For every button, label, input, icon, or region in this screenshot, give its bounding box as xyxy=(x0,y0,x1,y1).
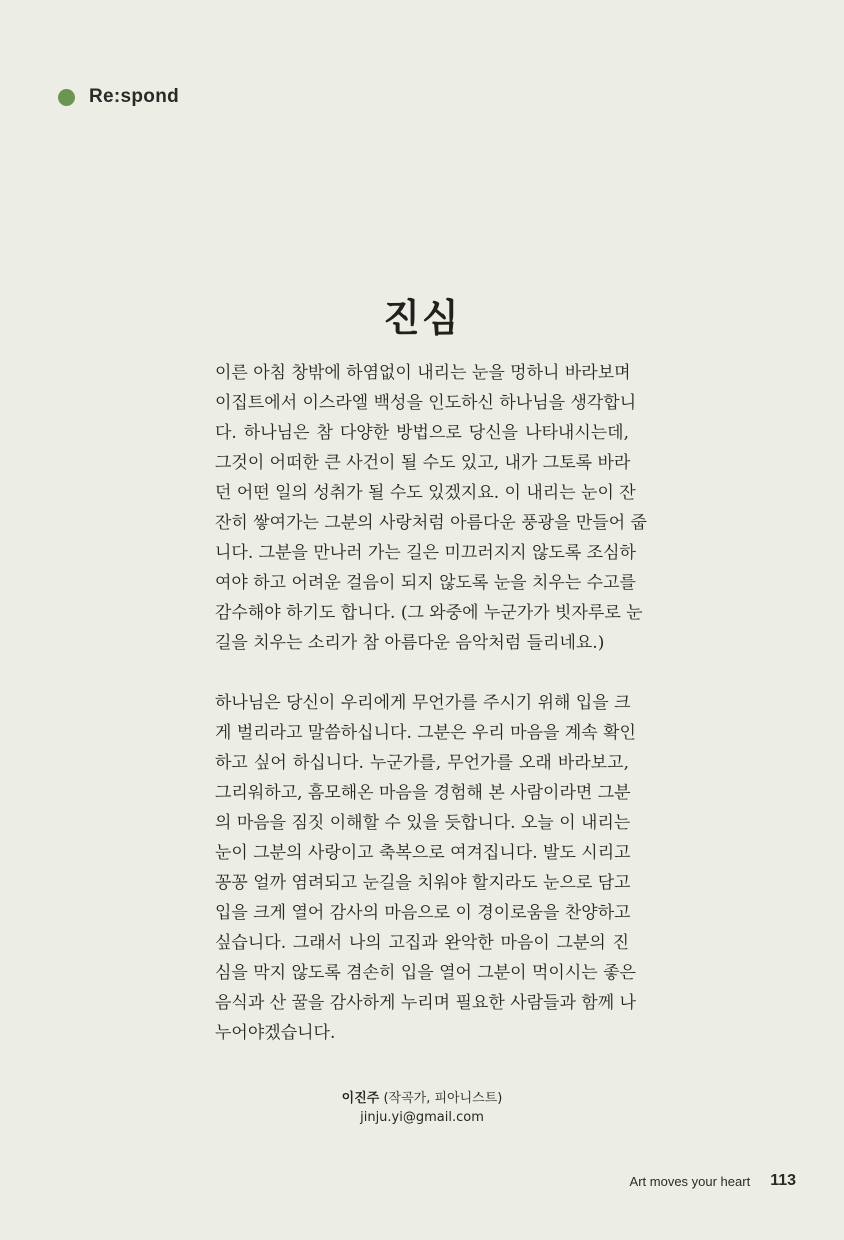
article-title: 진심 xyxy=(383,296,461,341)
paragraph-line: 하나님은 당신이 우리에게 무언가를 주시기 위해 입을 크 xyxy=(215,693,631,713)
paragraph-line: 그리워하고, 흠모해온 마음을 경험해 본 사람이라면 그분 xyxy=(215,783,631,803)
paragraph-line: 하고 싶어 하십니다. 누군가를, 무언가를 오래 바라보고, xyxy=(215,753,629,773)
article-paragraph-1 xyxy=(215,358,647,658)
paragraph-line: 감수해야 하기도 합니다. (그 와중에 누군가가 빗자루로 눈 xyxy=(215,603,643,623)
paragraph-line: 니다. 그분을 만나러 가는 길은 미끄러지지 않도록 조심하 xyxy=(215,543,636,563)
author-line xyxy=(0,1089,844,1108)
paragraph-line: 눈이 그분의 사랑이고 축복으로 여겨집니다. 발도 시리고 xyxy=(215,843,631,863)
paragraph-line: 누어야겠습니다. xyxy=(215,1023,336,1043)
paragraph-line: 여야 하고 어려운 걸음이 되지 않도록 눈을 치우는 수고를 xyxy=(215,573,636,593)
paragraph-line: 게 벌리라고 말씀하십니다. 그분은 우리 마음을 계속 확인 xyxy=(215,723,636,743)
paragraph-line: 다. 하나님은 참 다양한 방법으로 당신을 나타내시는데, xyxy=(215,423,629,443)
paragraph-line: 이른 아침 창밖에 하염없이 내리는 눈을 멍하니 바라보며 xyxy=(215,363,631,383)
article-paragraph-2 xyxy=(215,688,636,1048)
paragraph-line: 꽁꽁 얼까 염려되고 눈길을 치워야 할지라도 눈으로 담고 xyxy=(215,873,631,893)
paragraph-line: 잔히 쌓여가는 그분의 사랑처럼 아름다운 풍광을 만들어 줍 xyxy=(215,513,647,533)
paragraph-line: 의 마음을 짐짓 이해할 수 있을 듯합니다. 오늘 이 내리는 xyxy=(215,813,631,833)
paragraph-line: 입을 크게 열어 감사의 마음으로 이 경이로움을 찬양하고 xyxy=(215,903,631,923)
paragraph-line: 음식과 산 꿀을 감사하게 누리며 필요한 사람들과 함께 나 xyxy=(215,993,636,1013)
author-role: (작곡가, 피아니스트) xyxy=(383,1091,503,1106)
footer-tagline: Art moves your heart xyxy=(629,1173,751,1189)
paragraph-line: 던 어떤 일의 성취가 될 수도 있겠지요. 이 내리는 눈이 잔 xyxy=(215,483,636,503)
author-name: 이진주 xyxy=(341,1091,380,1106)
paragraph-line: 싶습니다. 그래서 나의 고집과 완악한 마음이 그분의 진 xyxy=(215,933,629,953)
paragraph-line: 그것이 어떠한 큰 사건이 될 수도 있고, 내가 그토록 바라 xyxy=(215,453,631,473)
green-dot-icon xyxy=(58,89,75,106)
page-footer xyxy=(630,1170,796,1192)
paragraph-line: 심을 막지 않도록 겸손히 입을 열어 그분이 먹이시는 좋은 xyxy=(215,963,636,983)
paragraph-line: 길을 치우는 소리가 참 아름다운 음악처럼 들리네요.) xyxy=(215,633,605,653)
section-tag xyxy=(58,86,179,108)
page-number: 113 xyxy=(770,1172,796,1189)
author-credit xyxy=(0,1089,844,1127)
section-label: Re:spond xyxy=(89,86,180,107)
paragraph-line: 이집트에서 이스라엘 백성을 인도하신 하나님을 생각합니 xyxy=(215,393,637,413)
author-email: jinju.yi@gmail.com xyxy=(360,1110,484,1125)
